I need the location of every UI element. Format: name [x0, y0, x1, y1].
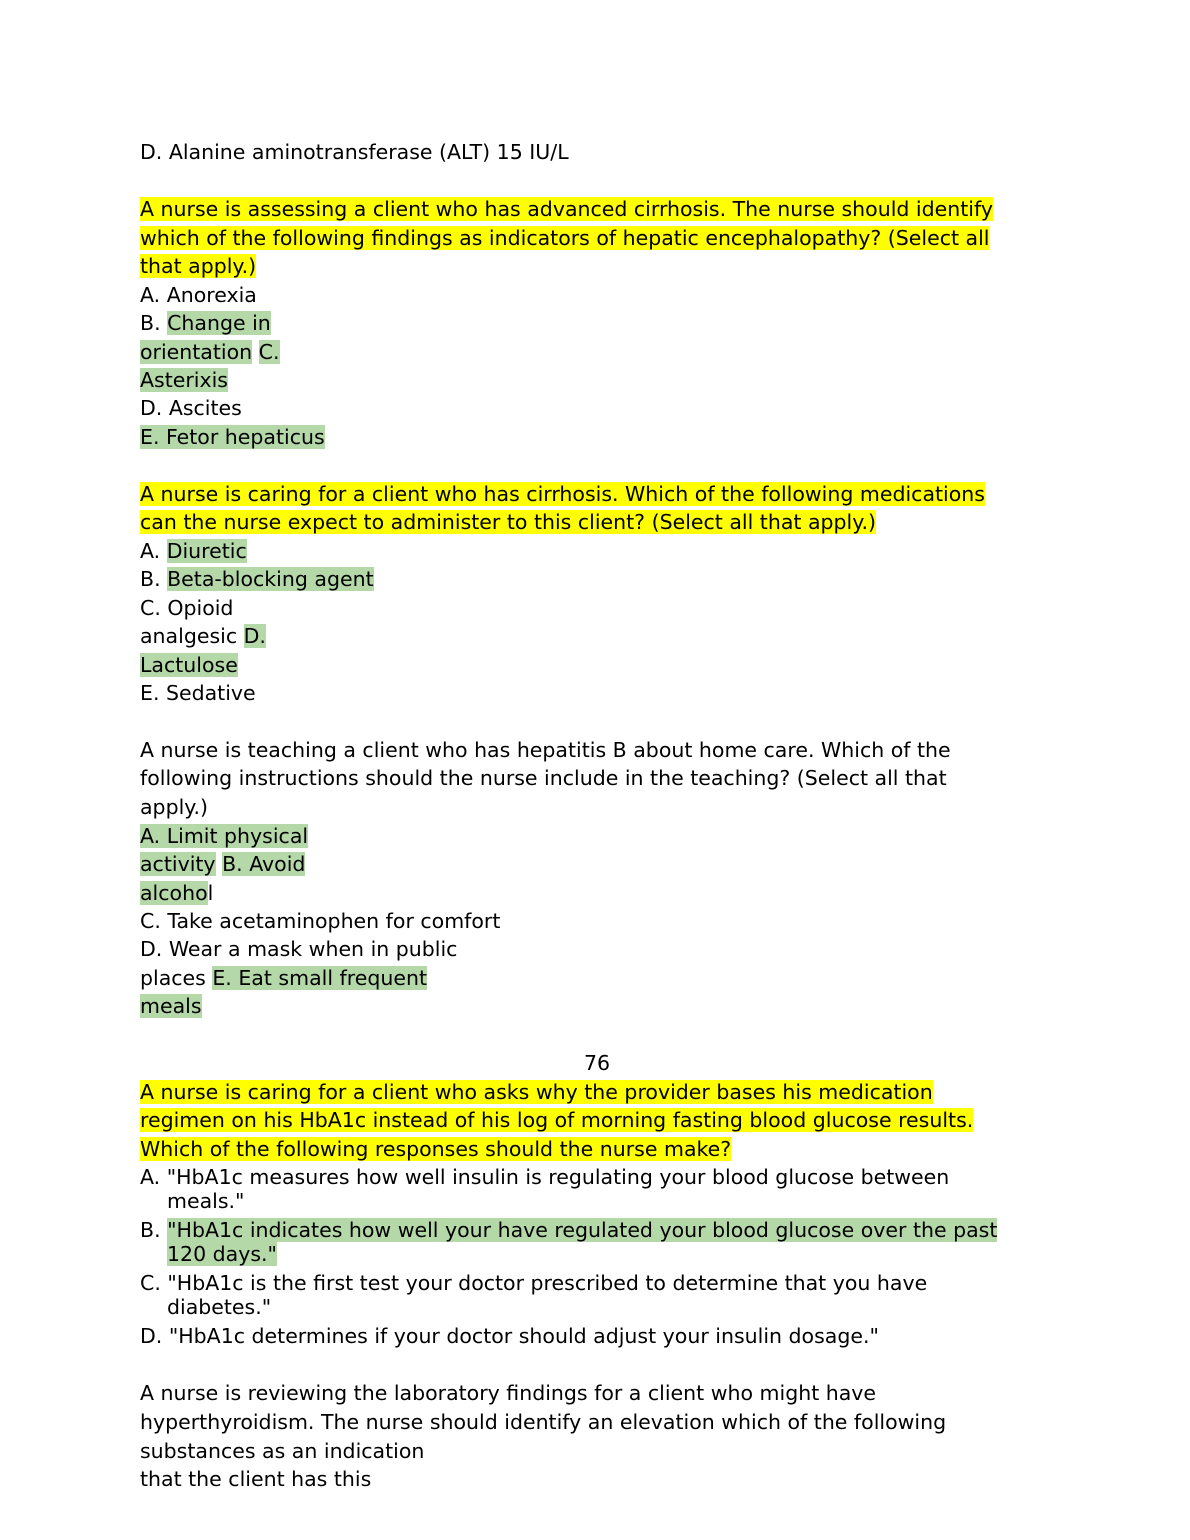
q1-stem-line-3: that apply.): [140, 254, 257, 278]
q5-stem-line-2: hyperthyroidism. The nurse should identify an elevation which of the following: [140, 1410, 947, 1434]
q2-option-b: B. Beta-blocking agent: [140, 567, 374, 591]
q3-option-a: A. Limit physical: [140, 824, 309, 848]
q1-option-b-c: orientation C.: [140, 340, 280, 364]
previous-answer-d: D. Alanine aminotransferase (ALT) 15 IU/L: [140, 140, 569, 164]
q4-option-a-line-1: A. "HbA1c measures how well insulin is regulating your blood glucose between: [140, 1165, 950, 1189]
page-number: 76: [583, 1051, 611, 1075]
q1-stem-line-1: A nurse is assessing a client who has advanced cirrhosis. The nurse should identify: [140, 197, 993, 221]
q1-option-c: Asterixis: [140, 368, 228, 392]
q4-option-b-line-1: B. "HbA1c indicates how well your have regulated your blood glucose over the past: [140, 1218, 998, 1242]
q4-option-c-line-2: diabetes.": [167, 1295, 272, 1319]
q1-option-b: B. Change in: [140, 311, 271, 335]
q3-stem-line-1: A nurse is teaching a client who has hepatitis B about home care. Which of the: [140, 738, 951, 762]
q1-option-e: E. Fetor hepaticus: [140, 425, 325, 449]
q4-stem-line-3: Which of the following responses should the nurse make?: [140, 1137, 732, 1161]
q2-option-e: E. Sedative: [140, 681, 256, 705]
q4-stem-line-2: regimen on his HbA1c instead of his log of morning fasting blood glucose results.: [140, 1108, 974, 1132]
q3-stem-line-3: apply.): [140, 795, 209, 819]
q1-stem-line-2: which of the following findings as indicators of hepatic encephalopathy? (Select all: [140, 226, 990, 250]
q5-stem-line-1: A nurse is reviewing the laboratory findings for a client who might have: [140, 1381, 877, 1405]
q5-stem-line-4: that the client has this: [140, 1467, 372, 1491]
q3-option-d-e: places E. Eat small frequent: [140, 966, 427, 990]
q3-stem-line-2: following instructions should the nurse include in the teaching? (Select all that: [140, 766, 947, 790]
q2-stem-line-1: A nurse is caring for a client who has cirrhosis. Which of the following medications: [140, 482, 985, 506]
q1-option-d: D. Ascites: [140, 396, 242, 420]
q5-stem-line-3: substances as an indication: [140, 1439, 425, 1463]
q1-option-a: A. Anorexia: [140, 283, 257, 307]
q3-option-e: meals: [140, 994, 202, 1018]
q2-option-c-d: analgesic D.: [140, 624, 266, 648]
q3-option-b: alcohol: [140, 881, 214, 905]
q4-option-c-line-1: C. "HbA1c is the first test your doctor prescribed to determine that you have: [140, 1271, 928, 1295]
q4-option-b-line-2: 120 days.": [167, 1242, 277, 1266]
q3-option-d: D. Wear a mask when in public: [140, 937, 458, 961]
q3-option-a-b: activity B. Avoid: [140, 852, 306, 876]
q4-option-a-line-2: meals.": [167, 1189, 245, 1213]
q3-option-c: C. Take acetaminophen for comfort: [140, 909, 501, 933]
q2-option-d: Lactulose: [140, 653, 238, 677]
q2-stem-line-2: can the nurse expect to administer to this client? (Select all that apply.): [140, 510, 876, 534]
q2-option-a: A. Diuretic: [140, 539, 247, 563]
q4-option-d: D. "HbA1c determines if your doctor should adjust your insulin dosage.": [140, 1324, 879, 1348]
q4-stem-line-1: A nurse is caring for a client who asks why the provider bases his medication: [140, 1080, 933, 1104]
q2-option-c: C. Opioid: [140, 596, 234, 620]
